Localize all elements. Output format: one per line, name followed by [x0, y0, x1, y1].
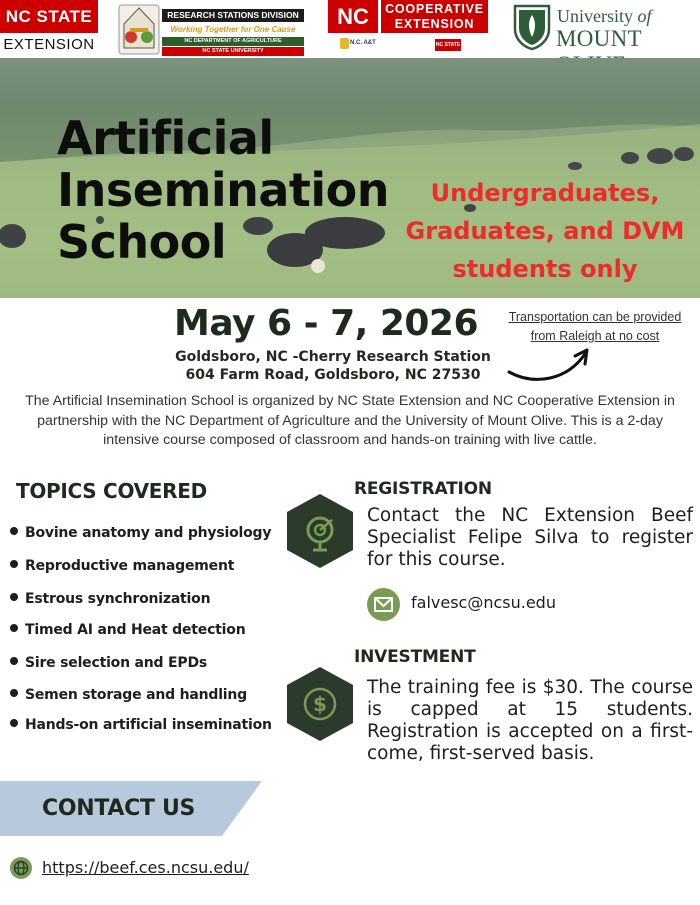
- transport-line1: Transportation can be provided: [508, 310, 682, 324]
- email-link[interactable]: falvesc@ncsu.edu: [411, 593, 556, 612]
- curved-arrow-icon: [505, 340, 595, 385]
- intro-paragraph: The Artificial Insemination School is organized by NC State Extension and NC Cooperative Extension in partnership with the NC Department of Agriculture and the University of Mount Olive. This is a 2-day intensive course composed of classroom and hands-on training with live cattle.: [25, 393, 675, 448]
- event-location-line2: 604 Farm Road, Goldsboro, NC 27530: [185, 367, 481, 383]
- farm-emblem-icon: [118, 4, 160, 55]
- topic-item: [10, 525, 271, 541]
- topic-item: [10, 558, 234, 574]
- audience-line2: Graduates, and DVM: [405, 217, 685, 245]
- hero-title-line2: Insemination: [57, 163, 390, 217]
- topic-item: [10, 687, 247, 703]
- topic-item: [10, 655, 207, 671]
- registration-text: Contact the NC Extension Beef Specialist Felipe Silva to register for this course.: [367, 505, 693, 570]
- mount-olive-logo: [510, 0, 700, 58]
- bullet-icon: [10, 689, 18, 697]
- logo-bar: [0, 0, 700, 58]
- website-link[interactable]: https://beef.ces.ncsu.edu/: [42, 858, 249, 877]
- topic-text: Timed AI and Heat detection: [25, 622, 246, 638]
- contact-heading: CONTACT US: [42, 796, 196, 821]
- nce-line1: COOPERATIVE: [385, 2, 484, 16]
- bullet-icon: [10, 719, 18, 727]
- topic-text: Estrous synchronization: [25, 591, 211, 607]
- umo-line2: MOUNT: [556, 26, 642, 51]
- rsd-ncsu: NC STATE UNIVERSITY: [162, 47, 304, 56]
- rsd-ncda: NC DEPARTMENT OF AGRICULTURE: [162, 37, 304, 46]
- bullet-icon: [10, 624, 18, 632]
- ncstate-extension-logo: [0, 0, 98, 58]
- nce-nc-block: NC: [328, 0, 378, 33]
- hero-title: [57, 112, 389, 268]
- globe-icon: [10, 857, 32, 879]
- dollar-icon: [285, 665, 355, 743]
- nce-ncstate-badge: NC STATE: [435, 39, 461, 51]
- audience-line3: students only: [452, 255, 638, 283]
- svg-text:$: $: [313, 692, 327, 716]
- topic-item: [10, 717, 272, 733]
- transport-line2: from Raleigh at no cost: [530, 329, 660, 343]
- topic-text: Bovine anatomy and physiology: [25, 525, 272, 541]
- nce-text-block: [381, 0, 488, 33]
- bullet-icon: [10, 527, 18, 535]
- nce-line2: EXTENSION: [394, 17, 475, 31]
- topic-text: Reproductive management: [25, 558, 235, 574]
- investment-heading: INVESTMENT: [354, 647, 476, 667]
- target-icon: [285, 492, 355, 570]
- umo-university: University: [557, 6, 633, 26]
- hero-title-line1: Artificial: [57, 111, 274, 165]
- bullet-icon: [10, 657, 18, 665]
- umo-line1: [557, 6, 652, 27]
- rsd-title: RESEARCH STATIONS DIVISION: [162, 9, 304, 22]
- ncstate-logo-text: NC STATE: [0, 0, 98, 33]
- topic-item: [10, 622, 245, 638]
- research-stations-logo: [118, 2, 306, 57]
- shield-icon: [512, 3, 552, 51]
- topic-text: Sire selection and EPDs: [25, 655, 208, 671]
- extension-logo-text: EXTENSION: [3, 36, 95, 53]
- audience-callout: [395, 174, 695, 288]
- cooperative-extension-logo: [328, 0, 488, 58]
- mail-icon[interactable]: [367, 588, 400, 621]
- topic-text: Hands-on artificial insemination: [25, 717, 272, 733]
- event-date: May 6 - 7, 2026: [174, 303, 479, 344]
- investment-text: The training fee is $30. The course is capped at 15 students. Registration is accepted on a first-come, first-served basis.: [367, 677, 693, 764]
- bullet-icon: [10, 560, 18, 568]
- ncat-icon: [340, 38, 349, 49]
- event-location-line1: Goldsboro, NC -Cherry Research Station: [175, 349, 491, 365]
- hero-title-line3: School: [57, 215, 227, 269]
- audience-line1: Undergraduates,: [430, 179, 660, 207]
- topic-item: [10, 591, 210, 607]
- bullet-icon: [10, 593, 18, 601]
- topic-text: Semen storage and handling: [25, 687, 247, 703]
- hero-banner: [0, 58, 700, 298]
- rsd-tagline: Working Together for One Cause: [170, 25, 296, 34]
- ncat-label: N.C. A&T: [350, 40, 376, 46]
- topics-heading: TOPICS COVERED: [16, 479, 207, 503]
- umo-of: of: [633, 6, 652, 26]
- registration-heading: REGISTRATION: [354, 479, 492, 499]
